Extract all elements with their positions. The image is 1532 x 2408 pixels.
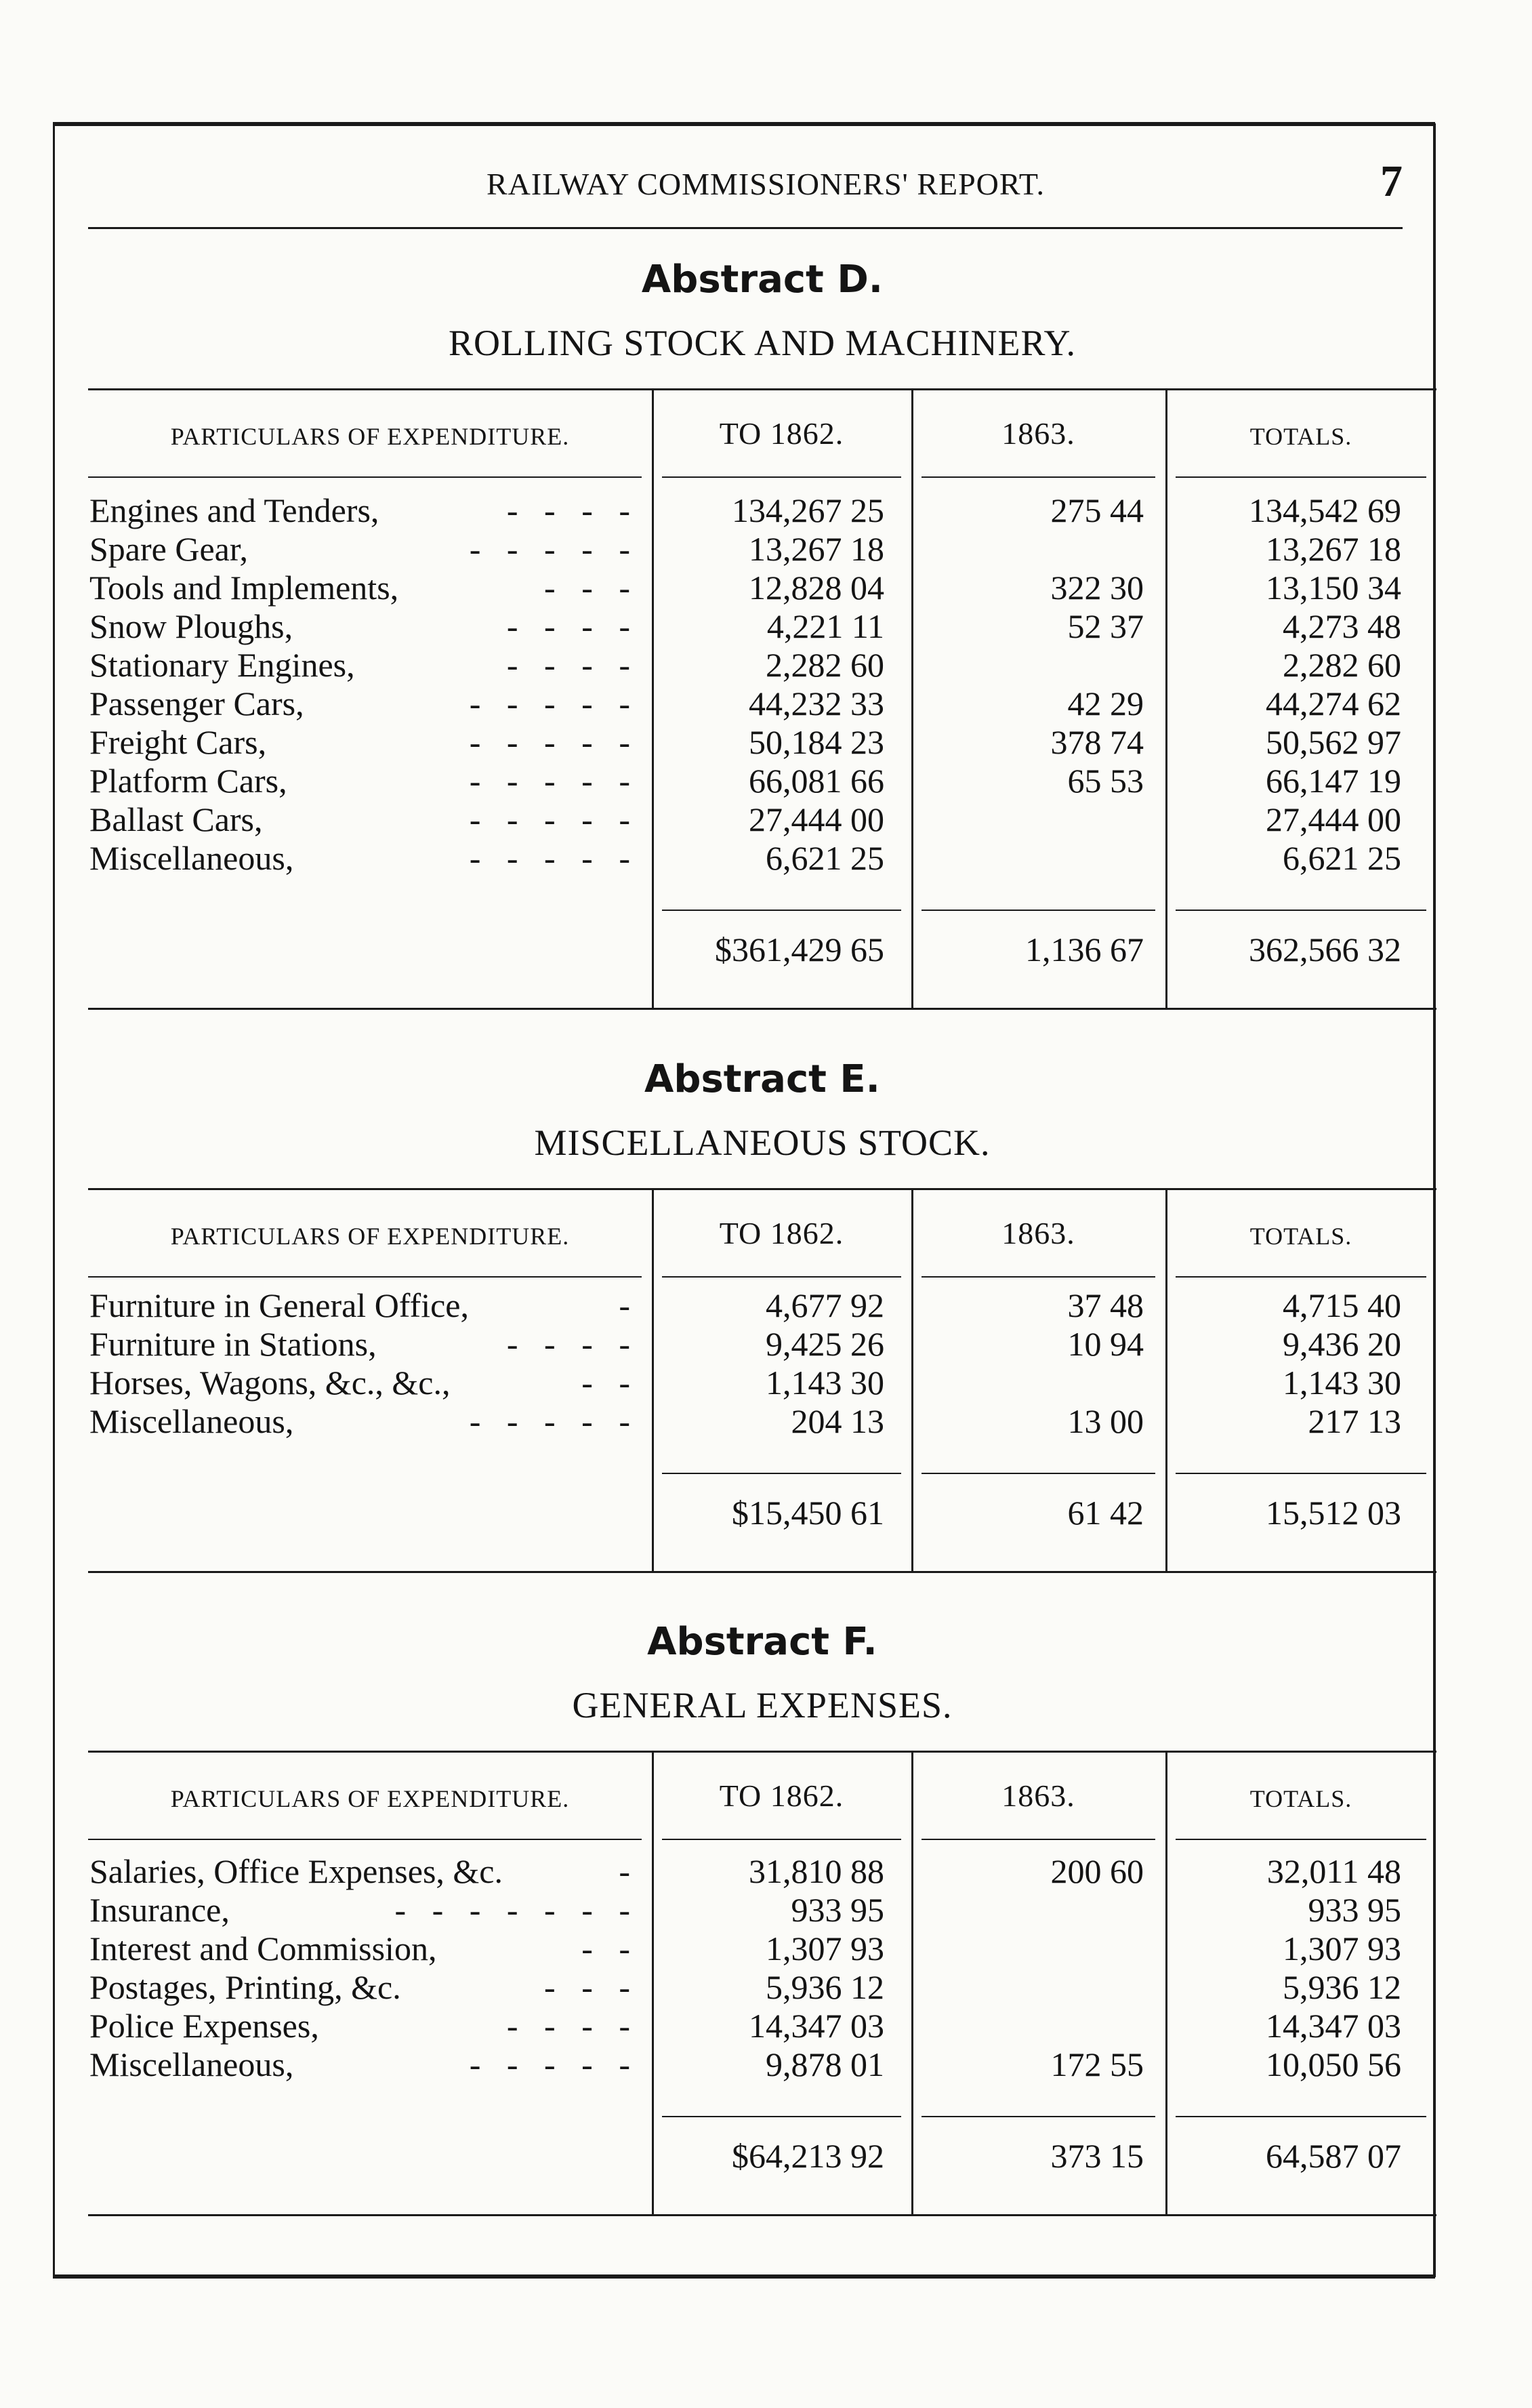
abstract-title: Abstract D. xyxy=(641,258,884,302)
value-to-1862: 134,267 25 xyxy=(732,491,884,529)
row-label: Miscellaneous, xyxy=(89,839,294,877)
value-total: 14,347 03 xyxy=(1266,2007,1401,2045)
leader-dashes: - - - - xyxy=(506,491,630,529)
table-top-rule xyxy=(88,388,1436,390)
header-underline xyxy=(922,1276,1155,1278)
table-top-rule xyxy=(88,1751,1436,1753)
header-underline xyxy=(662,1276,901,1278)
value-to-1862: 4,221 11 xyxy=(766,607,884,645)
leader-dashes: - - - - xyxy=(506,1325,630,1363)
value-to-1862: 31,810 88 xyxy=(749,1852,884,1890)
header-rule xyxy=(88,227,1403,229)
row-label: Postages, Printing, &c. xyxy=(89,1968,401,2006)
value-to-1862: 44,232 33 xyxy=(749,685,884,722)
header-underline xyxy=(88,1276,642,1278)
leader-dashes: - - - - xyxy=(506,607,630,645)
row-label: Stationary Engines, xyxy=(89,646,355,684)
header-underline xyxy=(88,476,642,478)
value-total: 66,147 19 xyxy=(1266,762,1401,800)
column-divider xyxy=(1165,1188,1167,1571)
leader-dashes: - - - - - xyxy=(469,762,630,800)
value-1863: 322 30 xyxy=(1050,569,1144,607)
value-1863: 275 44 xyxy=(1050,491,1144,529)
value-to-1862: 12,828 04 xyxy=(749,569,884,607)
column-header-to-1862: TO 1862. xyxy=(719,416,844,451)
leader-dashes: - - - - - xyxy=(469,685,630,722)
value-total: 6,621 25 xyxy=(1283,839,1401,877)
value-1863: 200 60 xyxy=(1050,1852,1144,1890)
value-total: 32,011 48 xyxy=(1266,1852,1401,1890)
sum-rule xyxy=(662,2116,901,2117)
value-to-1862: 9,425 26 xyxy=(766,1325,884,1363)
value-total: 44,274 62 xyxy=(1266,685,1401,722)
column-divider xyxy=(1165,388,1167,1008)
column-header-totals: TOTALS. xyxy=(1249,1223,1352,1250)
header-underline xyxy=(1176,476,1426,478)
abstract-title: Abstract F. xyxy=(647,1620,877,1664)
header-underline xyxy=(922,476,1155,478)
table-bottom-rule xyxy=(88,1008,1436,1010)
value-total: 217 13 xyxy=(1308,1402,1401,1440)
table-bottom-rule xyxy=(88,1571,1436,1573)
column-divider xyxy=(652,388,654,1008)
total-1863: 373 15 xyxy=(1050,2137,1144,2175)
column-divider xyxy=(652,1188,654,1571)
column-header-particulars: PARTICULARS OF EXPENDITURE. xyxy=(170,1223,570,1250)
column-header-1863: 1863. xyxy=(1001,1216,1075,1250)
value-total: 4,273 48 xyxy=(1283,607,1401,645)
row-label: Ballast Cars, xyxy=(89,800,263,838)
row-label: Snow Ploughs, xyxy=(89,607,293,645)
value-to-1862: 50,184 23 xyxy=(749,723,884,761)
sum-rule xyxy=(662,910,901,911)
row-label: Police Expenses, xyxy=(89,2007,319,2045)
value-total: 10,050 56 xyxy=(1266,2045,1401,2083)
leader-dashes: - - - - - xyxy=(469,530,630,568)
header-underline xyxy=(88,1839,642,1840)
column-header-to-1862: TO 1862. xyxy=(719,1216,844,1250)
leader-dashes: - - - - - xyxy=(469,800,630,838)
value-total: 2,282 60 xyxy=(1283,646,1401,684)
total-to-1862: $361,429 65 xyxy=(715,931,884,968)
total-1863: 1,136 67 xyxy=(1025,931,1144,968)
value-to-1862: 9,878 01 xyxy=(766,2045,884,2083)
leader-dashes: - - - xyxy=(544,569,630,607)
table-bottom-rule xyxy=(88,2214,1436,2216)
row-label: Miscellaneous, xyxy=(89,2045,294,2083)
column-header-particulars: PARTICULARS OF EXPENDITURE. xyxy=(170,1785,570,1812)
total-grand: 64,587 07 xyxy=(1266,2137,1401,2175)
leader-dashes: - - - - xyxy=(506,2007,630,2045)
value-1863: 172 55 xyxy=(1050,2045,1144,2083)
column-divider xyxy=(911,1751,913,2214)
sum-rule xyxy=(1176,1473,1426,1474)
total-grand: 15,512 03 xyxy=(1266,1494,1401,1532)
leader-dashes: - - - - - xyxy=(469,723,630,761)
column-header-particulars: PARTICULARS OF EXPENDITURE. xyxy=(170,423,570,450)
value-to-1862: 66,081 66 xyxy=(749,762,884,800)
value-to-1862: 27,444 00 xyxy=(749,800,884,838)
total-to-1862: $64,213 92 xyxy=(732,2137,884,2175)
row-label: Engines and Tenders, xyxy=(89,491,379,529)
leader-dashes: - - - xyxy=(544,1968,630,2006)
value-to-1862: 1,307 93 xyxy=(766,1930,884,1967)
row-label: Platform Cars, xyxy=(89,762,287,800)
value-to-1862: 204 13 xyxy=(791,1402,884,1440)
value-to-1862: 2,282 60 xyxy=(766,646,884,684)
sum-rule xyxy=(922,910,1155,911)
abstract-subtitle: GENERAL EXPENSES. xyxy=(572,1685,953,1726)
header-underline xyxy=(662,1839,901,1840)
abstract-subtitle: MISCELLANEOUS STOCK. xyxy=(534,1122,991,1163)
bottom-border xyxy=(53,2274,1435,2279)
value-1863: 378 74 xyxy=(1050,723,1144,761)
page-number: 7 xyxy=(1380,157,1403,206)
value-total: 13,150 34 xyxy=(1266,569,1401,607)
sum-rule xyxy=(1176,910,1426,911)
row-label: Furniture in General Office, xyxy=(89,1286,469,1324)
value-to-1862: 6,621 25 xyxy=(766,839,884,877)
column-divider xyxy=(1165,1751,1167,2214)
column-header-1863: 1863. xyxy=(1001,416,1075,451)
value-total: 4,715 40 xyxy=(1283,1286,1401,1324)
leader-dashes: - - xyxy=(581,1930,630,1967)
column-header-totals: TOTALS. xyxy=(1249,1785,1352,1812)
row-label: Tools and Implements, xyxy=(89,569,399,607)
abstract-subtitle: ROLLING STOCK AND MACHINERY. xyxy=(448,323,1077,363)
value-to-1862: 4,677 92 xyxy=(766,1286,884,1324)
value-total: 50,562 97 xyxy=(1266,723,1401,761)
row-label: Furniture in Stations, xyxy=(89,1325,377,1363)
leader-dashes: - xyxy=(619,1852,630,1890)
total-1863: 61 42 xyxy=(1067,1494,1144,1532)
value-to-1862: 933 95 xyxy=(791,1891,884,1929)
value-total: 1,307 93 xyxy=(1283,1930,1401,1967)
header-underline xyxy=(922,1839,1155,1840)
row-label: Passenger Cars, xyxy=(89,685,304,722)
column-header-to-1862: TO 1862. xyxy=(719,1778,844,1813)
row-label: Insurance, xyxy=(89,1891,230,1929)
row-label: Horses, Wagons, &c., &c., xyxy=(89,1364,451,1402)
value-to-1862: 14,347 03 xyxy=(749,2007,884,2045)
leader-dashes: - - - - - xyxy=(469,1402,630,1440)
leader-dashes: - - xyxy=(581,1364,630,1402)
column-divider xyxy=(652,1751,654,2214)
row-label: Freight Cars, xyxy=(89,723,267,761)
sum-rule xyxy=(922,2116,1155,2117)
row-label: Spare Gear, xyxy=(89,530,248,568)
value-total: 1,143 30 xyxy=(1283,1364,1401,1402)
abstract-title: Abstract E. xyxy=(644,1057,880,1101)
table-top-rule xyxy=(88,1188,1436,1190)
header-underline xyxy=(1176,1276,1426,1278)
value-total: 13,267 18 xyxy=(1266,530,1401,568)
total-grand: 362,566 32 xyxy=(1249,931,1401,968)
value-1863: 10 94 xyxy=(1067,1325,1144,1363)
running-header xyxy=(75,159,1403,207)
report-title: RAILWAY COMMISSIONERS' REPORT. xyxy=(486,167,1046,201)
leader-dashes: - - - - xyxy=(506,646,630,684)
value-1863: 42 29 xyxy=(1067,685,1144,722)
column-divider xyxy=(911,1188,913,1571)
value-1863: 52 37 xyxy=(1067,607,1144,645)
value-to-1862: 5,936 12 xyxy=(766,1968,884,2006)
value-total: 9,436 20 xyxy=(1283,1325,1401,1363)
row-label: Miscellaneous, xyxy=(89,1402,294,1440)
value-total: 134,542 69 xyxy=(1249,491,1401,529)
row-label: Salaries, Office Expenses, &c. xyxy=(89,1852,503,1890)
value-to-1862: 1,143 30 xyxy=(766,1364,884,1402)
value-total: 27,444 00 xyxy=(1266,800,1401,838)
sum-rule xyxy=(1176,2116,1426,2117)
value-total: 5,936 12 xyxy=(1283,1968,1401,2006)
leader-dashes: - xyxy=(619,1286,630,1324)
value-to-1862: 13,267 18 xyxy=(749,530,884,568)
header-underline xyxy=(662,476,901,478)
leader-dashes: - - - - - xyxy=(469,2045,630,2083)
value-1863: 13 00 xyxy=(1067,1402,1144,1440)
column-header-1863: 1863. xyxy=(1001,1778,1075,1813)
value-1863: 65 53 xyxy=(1067,762,1144,800)
value-1863: 37 48 xyxy=(1067,1286,1144,1324)
sum-rule xyxy=(662,1473,901,1474)
row-label: Interest and Commission, xyxy=(89,1930,437,1967)
total-to-1862: $15,450 61 xyxy=(732,1494,884,1532)
value-total: 933 95 xyxy=(1308,1891,1401,1929)
header-underline xyxy=(1176,1839,1426,1840)
sum-rule xyxy=(922,1473,1155,1474)
leader-dashes: - - - - - - - xyxy=(394,1891,630,1929)
column-header-totals: TOTALS. xyxy=(1249,423,1352,450)
leader-dashes: - - - - - xyxy=(469,839,630,877)
column-divider xyxy=(911,388,913,1008)
